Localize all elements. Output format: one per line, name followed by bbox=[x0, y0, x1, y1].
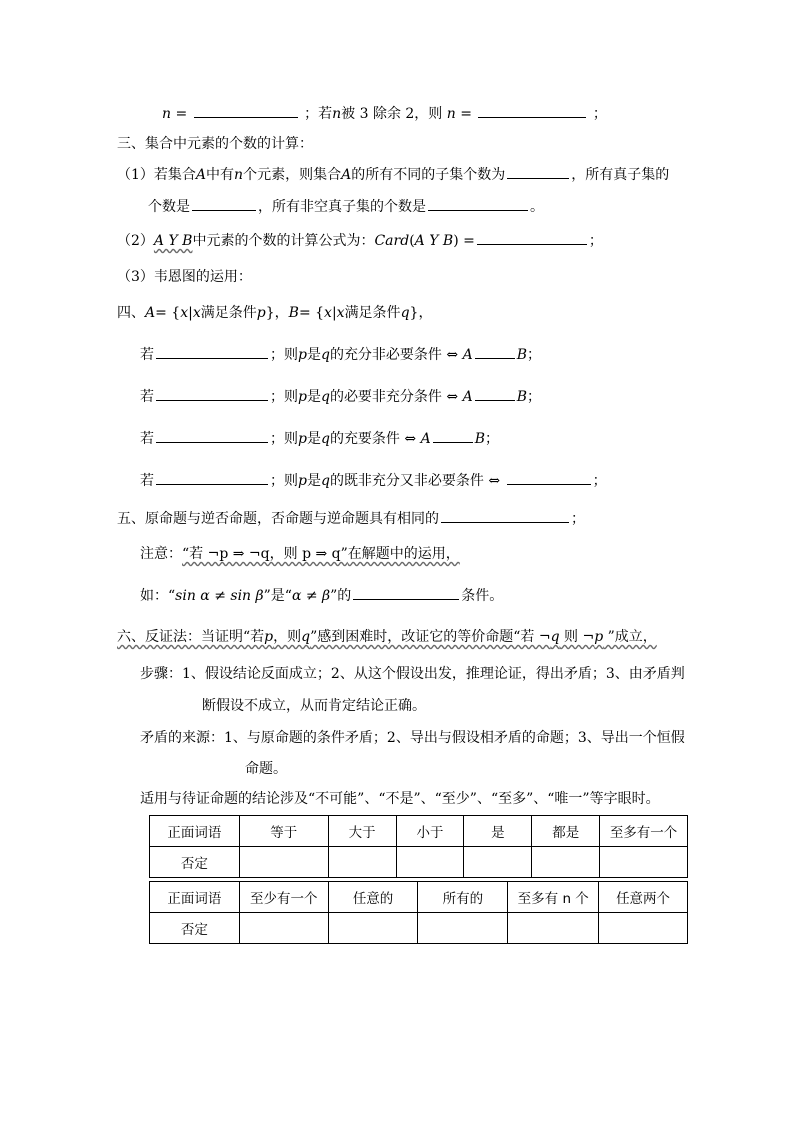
text: 中元素的个数的计算公式为： bbox=[192, 233, 375, 249]
text: ，所有非空真子集的个数是 bbox=[258, 199, 426, 215]
table-cell bbox=[418, 913, 508, 944]
table-cell: 都是 bbox=[532, 816, 600, 847]
text: 的所有不同的子集个数为 bbox=[351, 167, 506, 183]
blank bbox=[478, 103, 586, 118]
table-cell bbox=[508, 913, 599, 944]
text: = { bbox=[298, 305, 325, 321]
union-expr: A Y B bbox=[153, 233, 193, 249]
section-5-note bbox=[140, 544, 460, 564]
text: 满足条件 bbox=[344, 305, 401, 321]
table-row bbox=[150, 882, 688, 913]
section-3-item-2 bbox=[117, 230, 603, 250]
steps-line-2: 断假设不成立，从而肯定结论正确。 bbox=[202, 698, 426, 714]
text: 如：“ bbox=[140, 588, 176, 604]
section-5-title bbox=[117, 508, 585, 528]
condition-row-4 bbox=[140, 470, 607, 490]
negation-table-1 bbox=[149, 815, 688, 878]
var: p bbox=[256, 305, 266, 321]
var: A bbox=[341, 167, 352, 183]
table-cell: 等于 bbox=[239, 816, 328, 847]
text: 在解题中的运用， bbox=[347, 546, 460, 562]
applicable-cases: 适用与待证命题的结论涉及“不可能”、“不是”、“至少”、“至多”、“唯一”等字眼时。 bbox=[140, 791, 660, 807]
text: ； bbox=[485, 431, 499, 447]
text: 若 bbox=[140, 473, 154, 489]
negation-table-2 bbox=[149, 881, 688, 944]
text: 必要非充分条件 ⇔ bbox=[343, 389, 459, 405]
var: B bbox=[288, 305, 299, 321]
text: }， bbox=[265, 305, 289, 321]
text: 的 bbox=[329, 473, 344, 489]
text: 是 bbox=[306, 473, 321, 489]
text: 中有 bbox=[206, 167, 235, 183]
section-5-example bbox=[140, 585, 503, 605]
text: 若 bbox=[140, 431, 154, 447]
text: ) = bbox=[453, 233, 475, 249]
table-cell: 否定 bbox=[150, 847, 240, 878]
text: ； bbox=[527, 389, 541, 405]
sin-expr: sin α ≠ sin β bbox=[175, 588, 264, 604]
table-cell bbox=[239, 847, 328, 878]
blank bbox=[475, 386, 515, 401]
section-3-item-3: （3）韦恩图的运用： bbox=[117, 269, 252, 285]
table-row bbox=[150, 913, 688, 944]
table-cell: 是 bbox=[464, 816, 532, 847]
text: ；则 bbox=[270, 389, 298, 405]
text: 五、原命题与逆否命题，否命题与逆命题具有相同的 bbox=[117, 511, 439, 527]
var: p bbox=[298, 431, 307, 447]
table-cell: 任意的 bbox=[328, 882, 418, 913]
text: 若 bbox=[140, 347, 154, 363]
var: p bbox=[298, 389, 307, 405]
text: 是 bbox=[306, 431, 321, 447]
text: 四、 bbox=[117, 305, 145, 321]
text: ；则 bbox=[270, 473, 298, 489]
table-cell: 至多有一个 bbox=[600, 816, 688, 847]
blank bbox=[156, 428, 268, 443]
table-cell: 所有的 bbox=[418, 882, 508, 913]
blank bbox=[477, 230, 587, 245]
table-cell: 正面词语 bbox=[150, 882, 240, 913]
section-3-item-1 bbox=[117, 164, 669, 184]
blank bbox=[156, 344, 268, 359]
table-cell bbox=[328, 913, 418, 944]
var: B bbox=[516, 389, 527, 405]
union-expr: A Y B bbox=[414, 233, 454, 249]
var: B bbox=[474, 431, 485, 447]
table-cell: 小于 bbox=[396, 816, 464, 847]
blank bbox=[194, 103, 298, 118]
var: p bbox=[264, 629, 274, 645]
text: ”感到困难时，改证它的等价命题“若 ¬ bbox=[310, 629, 551, 645]
section-3-title: 三、集合中元素的个数的计算： bbox=[117, 136, 313, 152]
text: 的 bbox=[329, 347, 344, 363]
section-6-title bbox=[117, 627, 657, 647]
blank bbox=[441, 508, 569, 523]
var: A bbox=[145, 305, 156, 321]
text: 既非充分又非必要条件 ⇔ bbox=[343, 473, 501, 489]
text: ； bbox=[592, 106, 607, 122]
text: }， bbox=[409, 305, 433, 321]
var: x bbox=[336, 305, 345, 321]
var: B bbox=[516, 347, 527, 363]
text: 充分非必要条件 ⇔ bbox=[343, 347, 459, 363]
table-cell bbox=[600, 847, 688, 878]
text: = { bbox=[155, 305, 181, 321]
text: 个数是 bbox=[148, 199, 190, 215]
var: q bbox=[550, 629, 560, 645]
var: A bbox=[462, 347, 473, 363]
blank bbox=[353, 585, 459, 600]
alpha-beta-expr: α ≠ β bbox=[291, 588, 331, 604]
var: n bbox=[234, 167, 244, 183]
text: ，所有真子集的 bbox=[571, 167, 670, 183]
var: p bbox=[298, 473, 307, 489]
var: A bbox=[420, 431, 431, 447]
text: ；则 bbox=[270, 347, 298, 363]
text: 是 bbox=[306, 389, 321, 405]
table-row bbox=[150, 847, 688, 878]
text: 六、反证法：当证明“若 bbox=[117, 629, 265, 645]
table-cell bbox=[532, 847, 600, 878]
contradiction-source-2: 命题。 bbox=[245, 761, 287, 777]
blank bbox=[156, 470, 268, 485]
var: q bbox=[320, 347, 330, 363]
table-cell bbox=[328, 847, 396, 878]
table-cell: 任意两个 bbox=[599, 882, 688, 913]
var: n bbox=[332, 106, 342, 122]
text: 是 bbox=[306, 347, 321, 363]
text: ； bbox=[592, 473, 607, 489]
blank bbox=[507, 164, 569, 179]
blank bbox=[192, 196, 256, 211]
text: （1）若集合 bbox=[117, 167, 196, 183]
text: ”的 bbox=[330, 588, 352, 604]
text: 条件。 bbox=[461, 588, 504, 604]
blank bbox=[428, 196, 528, 211]
text: 则 ¬ bbox=[559, 629, 595, 645]
var: A bbox=[462, 389, 473, 405]
table-cell: 至少有一个 bbox=[239, 882, 328, 913]
table-cell: 否定 bbox=[150, 913, 240, 944]
var: q bbox=[320, 473, 330, 489]
text: 注意： bbox=[140, 546, 182, 562]
contradiction-source-1: 矛盾的来源：1、与原命题的条件矛盾；2、导出与假设相矛盾的命题；3、导出一个恒假 bbox=[140, 730, 685, 746]
var: x bbox=[324, 305, 332, 321]
var: x bbox=[192, 305, 201, 321]
condition-row-1 bbox=[140, 344, 541, 364]
section-4-title bbox=[117, 303, 432, 323]
blank bbox=[475, 344, 515, 359]
table-row bbox=[150, 816, 688, 847]
table-cell: 至多有 n 个 bbox=[508, 882, 599, 913]
blank bbox=[507, 470, 591, 485]
text: ”是“ bbox=[263, 588, 292, 604]
text: ，则 bbox=[273, 629, 302, 645]
table-cell bbox=[239, 913, 328, 944]
table-cell: 大于 bbox=[328, 816, 396, 847]
card-func: Card bbox=[374, 233, 410, 249]
text: ( bbox=[409, 233, 415, 249]
text: 被 3 除余 2，则 bbox=[341, 106, 443, 122]
text: 的 bbox=[329, 389, 344, 405]
n-equals: n = bbox=[446, 106, 472, 122]
var: q bbox=[400, 305, 410, 321]
line-n-formula bbox=[162, 103, 607, 123]
var: A bbox=[195, 167, 207, 183]
table-cell bbox=[599, 913, 688, 944]
var: q bbox=[301, 629, 311, 645]
text: ”成立， bbox=[603, 629, 657, 645]
var: p bbox=[594, 629, 604, 645]
text: ； bbox=[571, 511, 585, 527]
contrapositive-expr: “若 ¬p ⇒ ¬q，则 p ⇒ q” bbox=[182, 546, 348, 562]
text: | bbox=[188, 305, 193, 321]
n-equals: n = bbox=[162, 106, 188, 122]
text: 个元素，则集合 bbox=[243, 167, 342, 183]
table-cell bbox=[396, 847, 464, 878]
blank bbox=[433, 428, 473, 443]
table-cell: 正面词语 bbox=[150, 816, 240, 847]
section-3-item-1-cont bbox=[148, 196, 544, 216]
var: q bbox=[320, 389, 330, 405]
table-cell bbox=[464, 847, 532, 878]
text: 的 bbox=[329, 431, 344, 447]
text: （2） bbox=[117, 233, 154, 249]
var: q bbox=[320, 431, 330, 447]
text: ；则 bbox=[270, 431, 298, 447]
condition-row-2 bbox=[140, 386, 541, 406]
text: ； bbox=[588, 233, 603, 249]
text: 充要条件 ⇔ bbox=[343, 431, 417, 447]
var: p bbox=[298, 347, 307, 363]
text: 。 bbox=[530, 199, 544, 215]
text: 满足条件 bbox=[200, 305, 257, 321]
text: | bbox=[331, 305, 337, 321]
text: 若 bbox=[140, 389, 154, 405]
condition-row-3 bbox=[140, 428, 499, 448]
steps-line-1: 步骤：1、假设结论反面成立；2、从这个假设出发，推理论证，得出矛盾；3、由矛盾判 bbox=[140, 666, 685, 682]
text: ； bbox=[527, 347, 541, 363]
text: ；若 bbox=[304, 106, 333, 122]
var: x bbox=[180, 305, 189, 321]
blank bbox=[156, 386, 268, 401]
